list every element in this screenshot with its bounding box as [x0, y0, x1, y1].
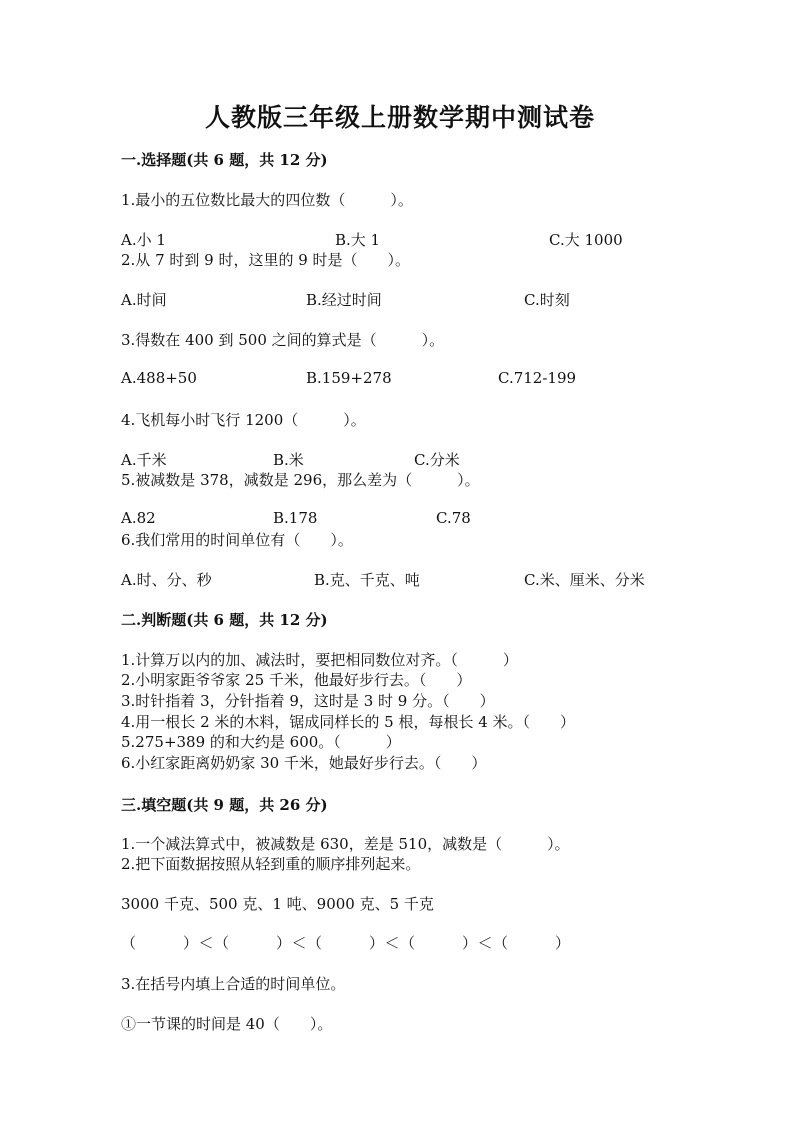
option-c: C.米、厘米、分米: [524, 571, 645, 589]
judgment-item: 6.小红家距离奶奶家 30 千米，她最好步行去。（ ）: [121, 754, 487, 772]
option-b: B.经过时间: [306, 291, 382, 309]
option-c: C.大 1000: [549, 231, 623, 249]
option-a: A.时间: [121, 291, 167, 309]
option-b: B.克、千克、吨: [314, 571, 420, 589]
judgment-item: 3.时针指着 3，分针指着 9，这时是 3 时 9 分。（ ）: [121, 692, 495, 710]
question-stem: 1.最小的五位数比最大的四位数（ ）。: [121, 191, 413, 209]
judgment-item: 2.小明家距爷爷家 25 千米，他最好步行去。（ ）: [121, 671, 472, 689]
question-stem: 6.我们常用的时间单位有（ ）。: [121, 531, 353, 549]
question-stem: 5.被减数是 378，减数是 296，那么差为（ ）。: [121, 471, 480, 489]
question-stem: 2.从 7 时到 9 时，这里的 9 时是（ ）。: [121, 251, 411, 269]
option-c: C.712-199: [498, 369, 577, 387]
fill-subitem: ①一节课的时间是 40（ ）。: [121, 1015, 333, 1033]
fill-data-list: 3000 千克、500 克、1 吨、9000 克、5 千克: [121, 895, 434, 913]
question-stem: 3.得数在 400 到 500 之间的算式是（ ）。: [121, 331, 445, 349]
option-a: A.488+50: [121, 369, 197, 387]
option-a: A.小 1: [121, 231, 166, 249]
option-b: B.米: [273, 451, 304, 469]
fill-ordering-blanks: （ ）＜（ ）＜（ ）＜（ ）＜（ ）: [121, 934, 571, 952]
option-c: C.分米: [414, 451, 460, 469]
fill-item: 3.在括号内填上合适的时间单位。: [121, 975, 346, 993]
fill-item: 2.把下面数据按照从轻到重的顺序排列起来。: [121, 855, 421, 873]
option-a: A.时、分、秒: [121, 571, 212, 589]
option-c: C.时刻: [524, 291, 570, 309]
question-stem: 4.飞机每小时飞行 1200（ ）。: [121, 411, 366, 429]
option-a: A.千米: [121, 451, 167, 469]
judgment-item: 4.用一根长 2 米的木料，锯成同样长的 5 根，每根长 4 米。（ ）: [121, 713, 576, 731]
option-b: B.159+278: [306, 369, 392, 387]
option-b: B.大 1: [335, 231, 381, 249]
judgment-item: 5.275+389 的和大约是 600。（ ）: [121, 733, 401, 751]
option-a: A.82: [121, 509, 156, 527]
section-heading-fill: 三.填空题(共 9 题，共 26 分): [121, 796, 328, 814]
option-c: C.78: [436, 509, 471, 527]
judgment-item: 1.计算万以内的加、减法时，要把相同数位对齐。（ ）: [121, 651, 518, 669]
fill-item: 1.一个减法算式中，被减数是 630，差是 510，减数是（ ）。: [121, 835, 570, 853]
option-b: B.178: [273, 509, 318, 527]
section-heading-judgment: 二.判断题(共 6 题，共 12 分): [121, 611, 328, 629]
section-heading-choice: 一.选择题(共 6 题，共 12 分): [121, 151, 328, 169]
page-title: 人教版三年级上册数学期中测试卷: [204, 103, 595, 132]
